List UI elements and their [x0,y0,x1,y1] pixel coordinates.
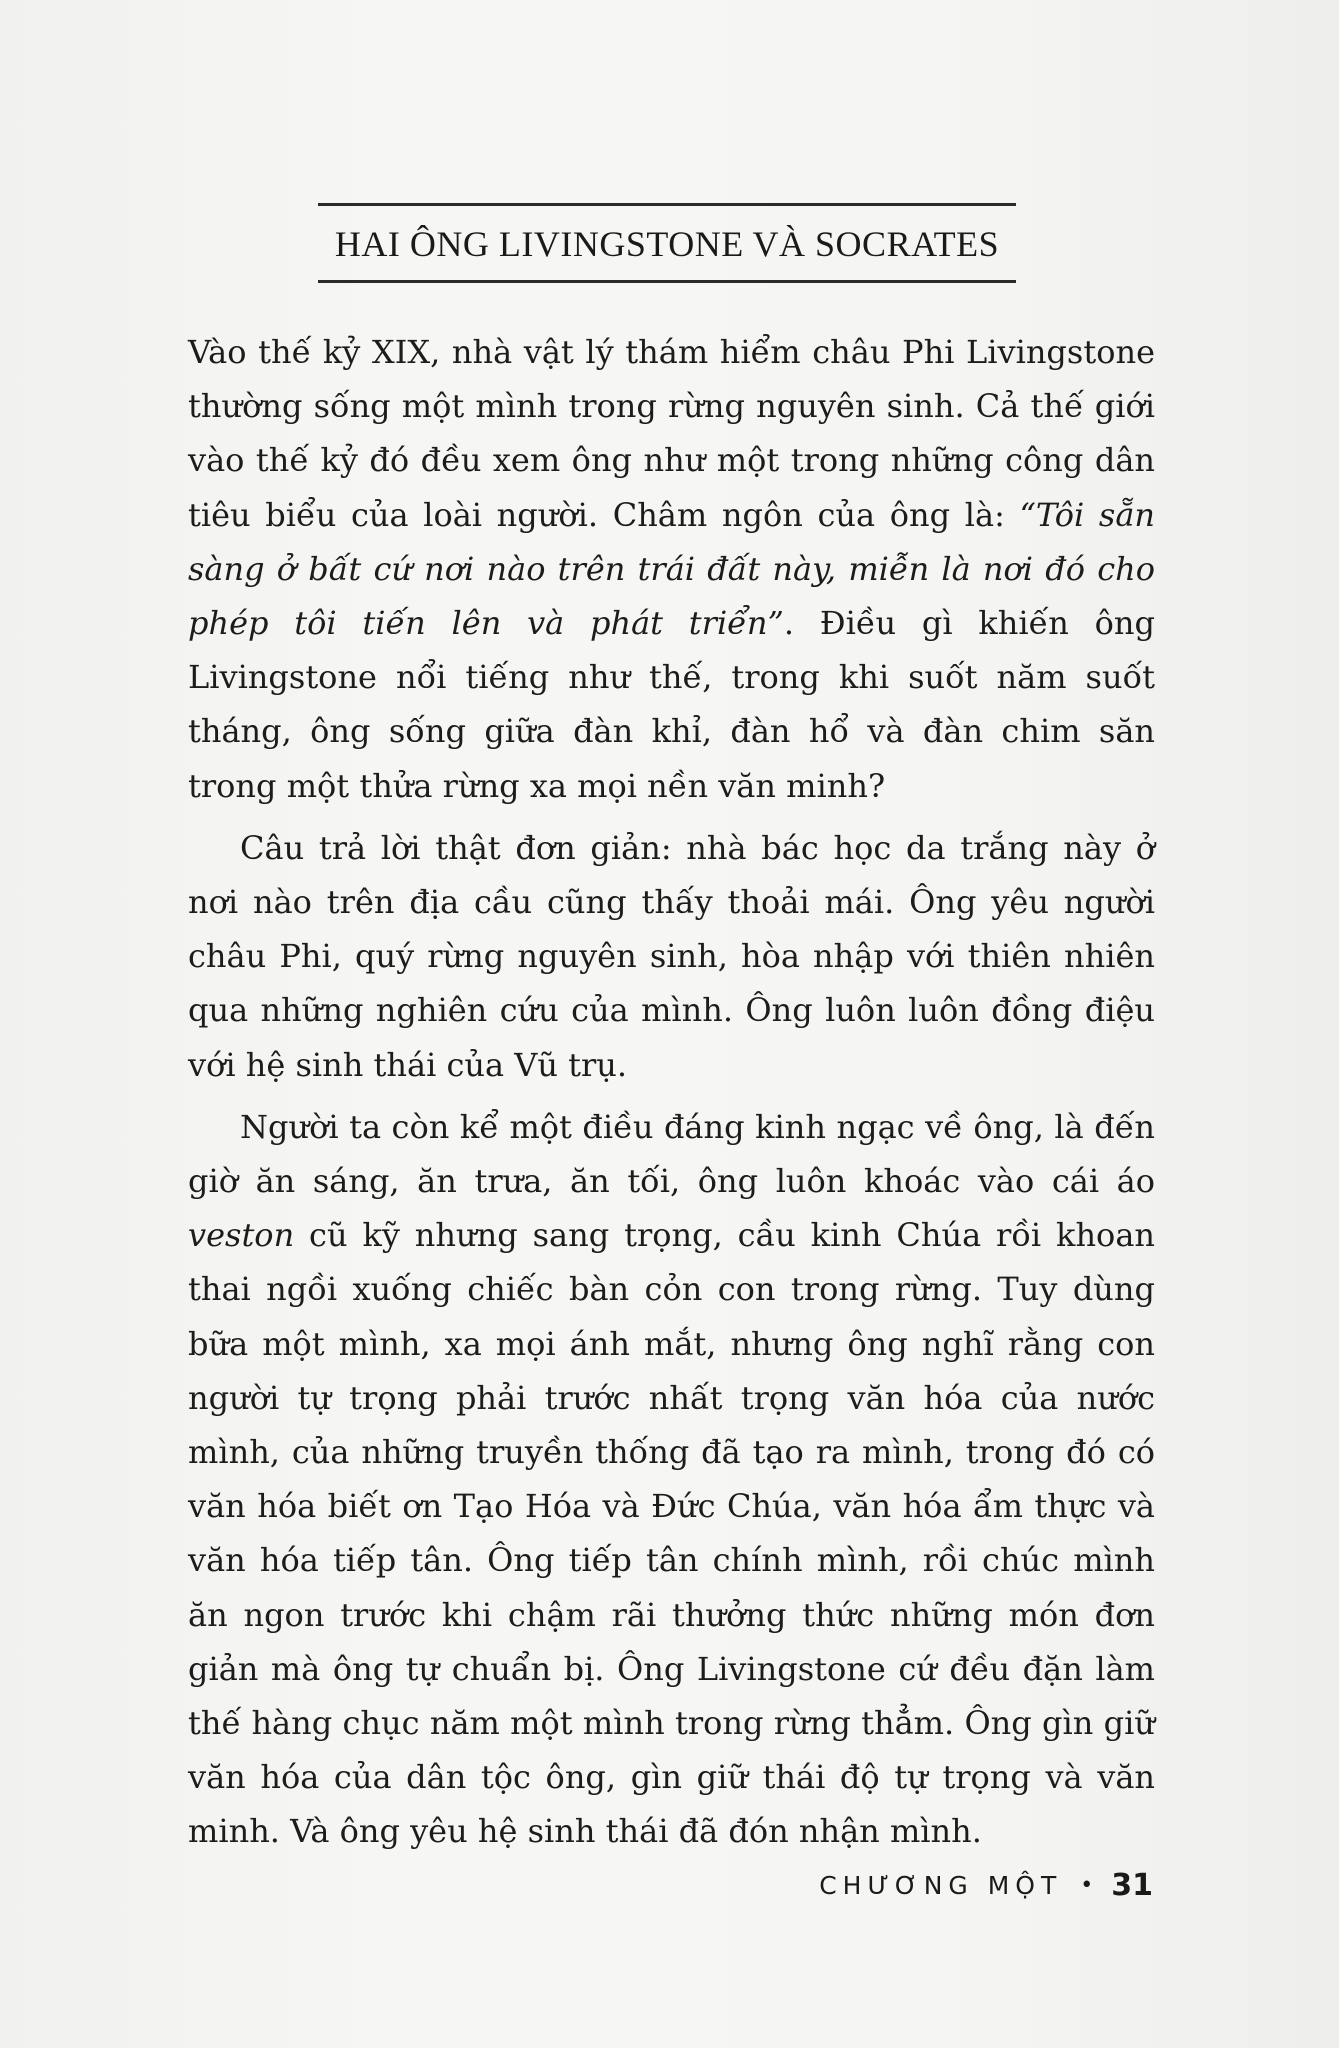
running-footer [819,1868,1153,1903]
paragraph-2-text: Câu trả lời thật đơn giản: nhà bác học da trắng này ở nơi nào trên địa cầu cũng thấy thoải mái. Ông yêu người châu Phi, quý rừng nguyên sinh, hòa nhập với thiên nhiên qua những nghiên cứu của mình. Ông luôn luôn đồng điệu với hệ sinh thái của Vũ trụ. [188,828,1155,1084]
paragraph-1 [188,325,1155,813]
title-bottom-rule [318,280,1016,283]
paragraph-2 [188,821,1155,1092]
paragraph-3-text-end: cũ kỹ nhưng sang trọng, cầu kinh Chúa rồi khoan thai ngồi xuống chiếc bàn cỏn con trong rừng. Tuy dùng bữa một mình, xa mọi ánh mắt, nhưng ông nghĩ rằng con người tự trọng phải trước nhất trọng văn hóa của nước mình, của những truyền thống đã tạo ra mình, trong đó có văn hóa biết ơn Tạo Hóa và Đức Chúa, văn hóa ẩm thực và văn hóa tiếp tân. Ông tiếp tân chính mình, rồi chúc mình ăn ngon trước khi chậm rãi thưởng thức những món đơn giản mà ông tự chuẩn bị. Ông Livingstone cứ đều đặn làm thế hàng chục năm một mình trong rừng thẳm. Ông gìn giữ văn hóa của dân tộc ông, gìn giữ thái độ tự trọng và văn minh. Và ông yêu hệ sinh thái đã đón nhận mình. [188,1216,1155,1851]
section-title: HAI ÔNG LIVINGSTONE VÀ SOCRATES [334,224,1000,264]
body-text [188,325,1155,1867]
page-number: 31 [1111,1868,1153,1903]
paragraph-1-text-end: . Điều gì khiến ông Livingstone nổi tiếng như thế, trong khi suốt năm suốt tháng, ông sống giữa đàn khỉ, đàn hổ và đàn chim săn trong một thửa rừng xa mọi nền văn minh? [188,604,1155,805]
paragraph-3-italic-word: veston [188,1216,295,1255]
paragraph-3-text: Người ta còn kể một điều đáng kinh ngạc về ông, là đến giờ ăn sáng, ăn trưa, ăn tối, ông luôn khoác vào cái áo [188,1107,1155,1201]
title-top-rule [318,203,1016,206]
paragraph-1-text: Vào thế kỷ XIX, nhà vật lý thám hiểm châu Phi Livingstone thường sống một mình trong rừng nguyên sinh. Cả thế giới vào thế kỷ đó đều xem ông như một trong những công dân tiêu biểu của loài người. Châm ngôn của ông là: [188,333,1155,534]
paragraph-1-quote: “Tôi sẵn sàng ở bất cứ nơi nào trên trái đất này, miễn là nơi đó cho phép tôi tiến lên và phát triển” [188,495,1156,643]
paragraph-3 [188,1100,1155,1859]
footer-bullet: • [1080,1873,1094,1898]
chapter-label: CHƯƠNG MỘT [819,1871,1063,1900]
